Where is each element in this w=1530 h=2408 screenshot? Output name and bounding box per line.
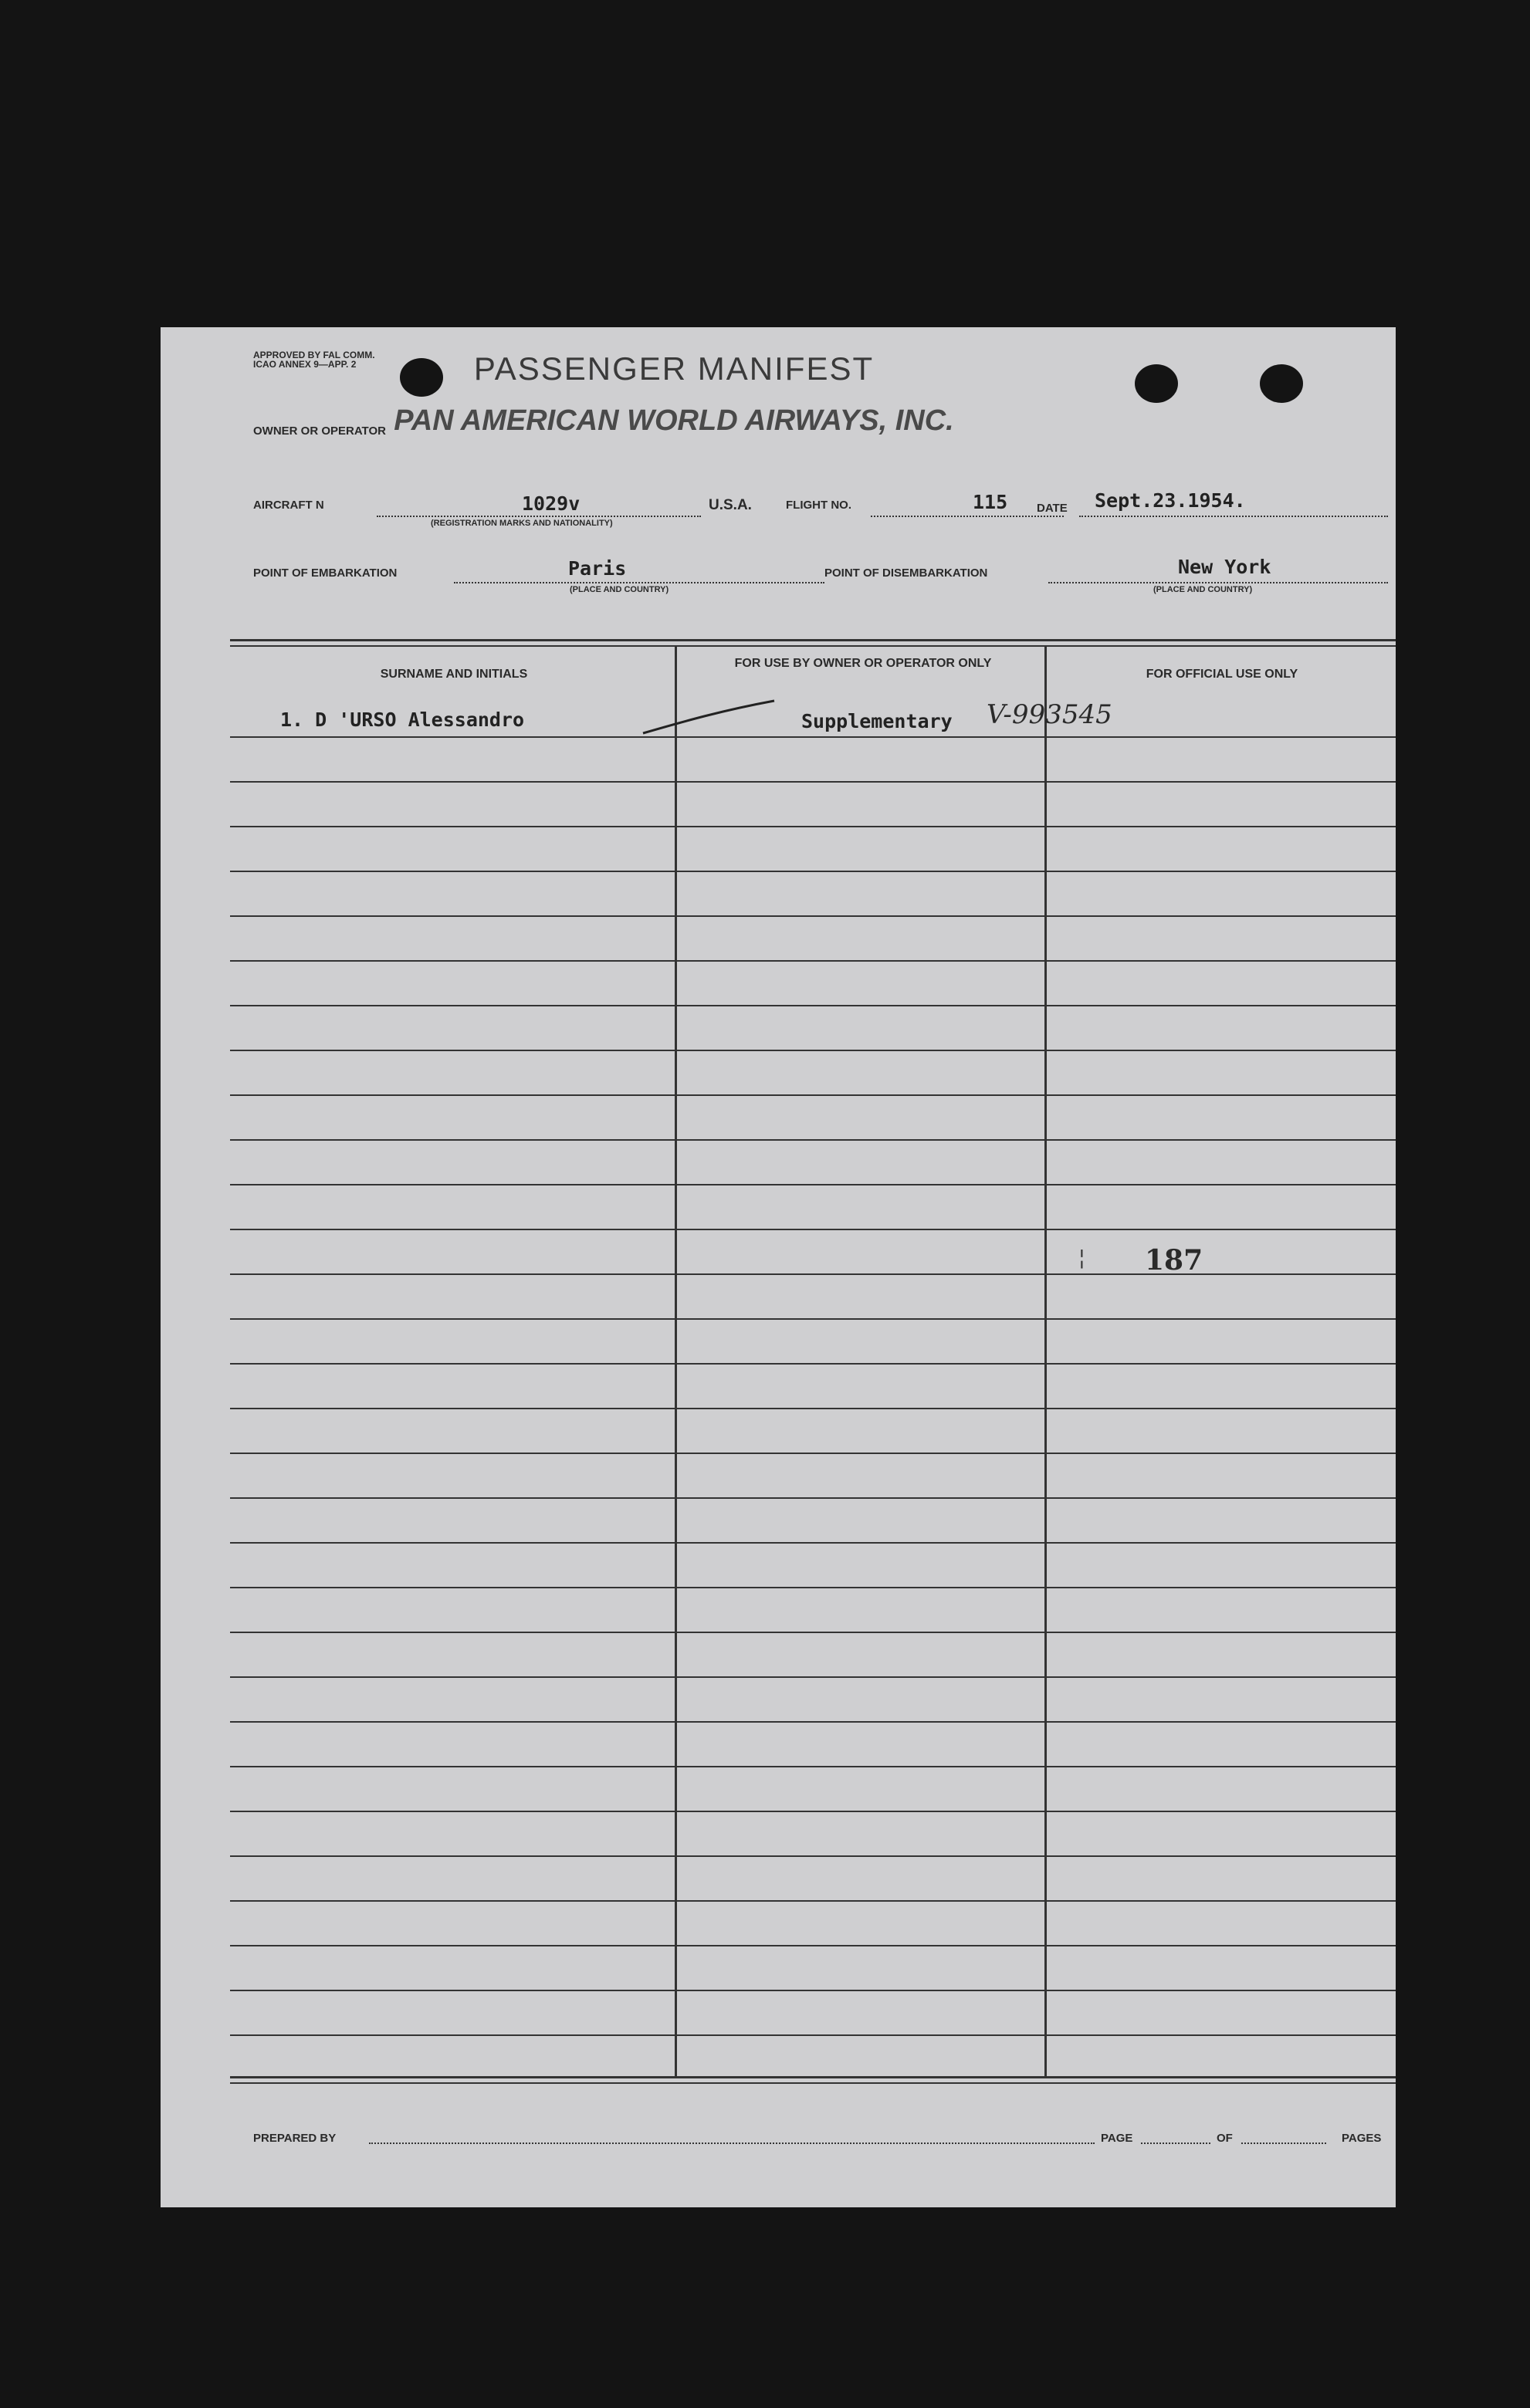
row-rule [230, 1184, 1396, 1185]
date-value: Sept.23.1954. [1095, 489, 1246, 512]
row-rule [230, 2034, 1396, 2036]
aircraft-label: AIRCRAFT N [253, 499, 324, 512]
embark-place-label: (PLACE AND COUNTRY) [570, 585, 669, 594]
pen-stroke [639, 696, 778, 742]
row-rule [230, 1855, 1396, 1857]
row-rule [230, 1632, 1396, 1633]
form-title: PASSENGER MANIFEST [473, 350, 875, 387]
punch-hole [1260, 364, 1303, 403]
row-rule [230, 1318, 1396, 1320]
airline-name: PAN AMERICAN WORLD AIRWAYS, INC. [394, 404, 954, 437]
passenger-name: 1. D 'URSO Alessandro [280, 709, 525, 731]
row-rule [230, 871, 1396, 872]
page-label: PAGE [1101, 2132, 1133, 2145]
row-rule [230, 1005, 1396, 1006]
row-rule [230, 1273, 1396, 1275]
usa-label: U.S.A. [709, 497, 752, 513]
owner-label: OWNER OR OPERATOR [253, 424, 386, 438]
col-surname-header: SURNAME AND INITIALS [380, 668, 528, 681]
row-rule [230, 915, 1396, 917]
row-rule [230, 1542, 1396, 1544]
row-rule [230, 1900, 1396, 1902]
row-rule [230, 1766, 1396, 1767]
column-divider [675, 647, 677, 2076]
col-owner-header: FOR USE BY OWNER OR OPERATOR ONLY [734, 657, 992, 670]
date-label: DATE [1037, 502, 1068, 515]
row-rule [230, 1050, 1396, 1051]
official-note: V-993545 [987, 699, 1112, 730]
disembark-place-label: (PLACE AND COUNTRY) [1153, 585, 1253, 594]
disembark-label: POINT OF DISEMBARKATION [824, 566, 988, 580]
embark-label: POINT OF EMBARKATION [253, 566, 398, 580]
row-rule [230, 1139, 1396, 1141]
row-rule [230, 1721, 1396, 1723]
row-rule [230, 1229, 1396, 1230]
pages-label: PAGES [1342, 2132, 1382, 2145]
stamp-number: 187 [1145, 1244, 1203, 1277]
row-rule [230, 781, 1396, 783]
row-rule [230, 960, 1396, 962]
row-rule [230, 1587, 1396, 1588]
aircraft-value: 1029v [522, 492, 581, 515]
of-label: OF [1217, 2132, 1233, 2145]
row-rule [230, 1811, 1396, 1812]
approval-note: APPROVED BY FAL COMM. ICAO ANNEX 9—APP. 2 [253, 350, 375, 370]
prepared-by-label: PREPARED BY [253, 2132, 337, 2145]
row-rule [230, 1497, 1396, 1499]
embark-value: Paris [568, 557, 627, 580]
registration-label: (REGISTRATION MARKS AND NATIONALITY) [431, 519, 613, 528]
col-official-header: FOR OFFICIAL USE ONLY [1146, 668, 1298, 681]
row-rule [230, 1363, 1396, 1365]
owner-note: Supplementary [801, 710, 953, 732]
row-rule [230, 826, 1396, 827]
row-rule [230, 1676, 1396, 1678]
row-rule [230, 1094, 1396, 1096]
row-rule [230, 1408, 1396, 1409]
flight-value: 115 [973, 491, 1008, 513]
row-rule [230, 736, 1396, 738]
row-rule [230, 1990, 1396, 1991]
row-rule [230, 1453, 1396, 1454]
manifest-sheet: APPROVED BY FAL COMM. ICAO ANNEX 9—APP. 2 PASSENGER MANIFEST PAN AMERICAN WORLD AIRWAYS, INC. OWNER OR OPERATOR AIRCRAFT N 1029v (REGISTRATION MARKS AND NATIONALITY) U.S.A. FLIGHT NO. 115 DATE Sept.23.1954. POINT OF EMBARKATION Paris (PLACE AND COUNTRY) POINT OF DISEMBARKATION New York (PLACE AND COUNTRY) SURNAME AND INITIALS FOR USE BY OWNER OR OPERATOR ONLY FOR OFFICIAL USE ONLY 1. D 'URSO Alessandro Supplementary V-993545 ¦ 187 PREPARED BY PAGE OF PAGES [161, 327, 1396, 2207]
disembark-value: New York [1178, 556, 1271, 578]
row-rule [230, 1945, 1396, 1946]
column-divider [1044, 647, 1047, 2076]
flight-label: FLIGHT NO. [786, 499, 851, 512]
